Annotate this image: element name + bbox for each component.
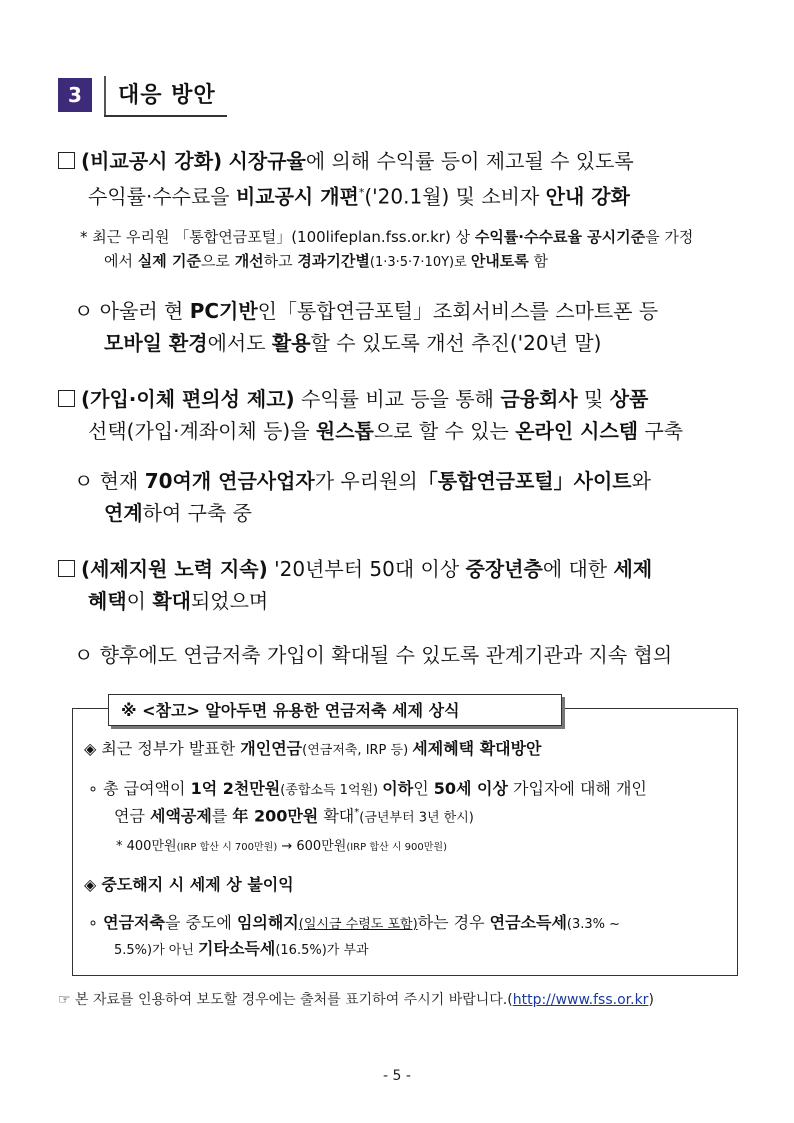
text: 수익률·수수료을 <box>88 184 236 209</box>
text: 가 우리원의 <box>314 469 418 493</box>
emphasis: 활용 <box>271 331 311 355</box>
reference-item-1-note <box>116 838 447 857</box>
emphasis: 안내토록 <box>470 252 529 270</box>
emphasis: 비교공시 개편 <box>235 184 359 209</box>
text: ∘ 총 급여액이 <box>88 779 191 798</box>
text: (3.3% ~ <box>566 917 621 932</box>
text: (IRP 합산 시 700만원) <box>176 842 278 853</box>
emphasis: 혜택 <box>88 589 127 613</box>
footer-text: ) <box>648 992 654 1008</box>
text: 이 <box>126 589 153 613</box>
text: 선택(가입·계좌이체 등)을 <box>88 419 316 443</box>
text: 수익률 비교 등을 통해 <box>294 387 501 411</box>
reference-item-2-line2 <box>114 938 369 960</box>
section-underline <box>104 115 227 117</box>
text: (1·3·5·7·10Y)로 <box>369 255 471 270</box>
text: 구축 <box>638 419 684 443</box>
text: 가입자에 대해 개인 <box>507 779 647 798</box>
reference-item-2-line1 <box>88 912 620 934</box>
emphasis: 시장규율 <box>228 149 306 173</box>
text: (금년부터 3년 한시) <box>359 810 474 826</box>
text: 을 가정 <box>645 228 694 246</box>
text: 을 중도에 <box>164 913 237 932</box>
text: ◈ 최근 정부가 발표한 <box>84 739 241 758</box>
item-c-line2 <box>88 588 268 614</box>
footer-text: ☞ 본 자료를 인용하여 보도할 경우에는 출처를 표기하여 주시기 바랍니다.( <box>58 992 513 1008</box>
text: 할 수 있도록 개선 추진('20년 말) <box>310 331 602 355</box>
emphasis: 연계 <box>104 501 143 525</box>
text: 하여 구축 중 <box>142 501 252 525</box>
text: (일시금 수령도 포함) <box>298 917 418 932</box>
emphasis: 개인연금 <box>240 739 303 758</box>
item-a-sub-line1 <box>74 298 658 324</box>
emphasis: 70여개 연금사업자 <box>144 469 315 493</box>
emphasis: 원스톱 <box>315 419 374 443</box>
item-a-note-line1 <box>80 226 693 248</box>
text: 와 <box>631 469 651 493</box>
heading: (가입·이체 편의성 제고) <box>81 387 295 411</box>
text: 되었으며 <box>190 589 269 613</box>
footer-notice <box>58 990 654 1010</box>
text: ('20.1월) 및 소비자 <box>364 184 546 209</box>
text: 에서도 <box>207 331 272 355</box>
reference-heading-2 <box>84 874 294 896</box>
text: ∘ <box>88 913 104 932</box>
text: '20년부터 50대 이상 <box>267 557 466 581</box>
text: ㅇ 현재 <box>74 469 145 493</box>
item-a-line1 <box>58 148 738 174</box>
section-number: 3 <box>58 78 92 112</box>
reference-item-1-line1 <box>88 778 647 800</box>
text: 하는 경우 <box>417 913 490 932</box>
heading: (비교공시 강화) <box>81 149 223 173</box>
emphasis: 중도해지 시 세제 상 불이익 <box>101 875 294 894</box>
text: → 600만원 <box>277 839 347 854</box>
text: 확대 <box>318 806 355 826</box>
emphasis: 임의해지 <box>236 913 299 932</box>
text: * 400만원 <box>116 839 177 854</box>
emphasis: 「통합연금포털」사이트 <box>417 469 632 493</box>
item-c-line1 <box>58 556 652 582</box>
item-a-sub-line2 <box>104 330 601 356</box>
item-b-line2 <box>88 418 683 444</box>
emphasis: 이하 <box>382 779 414 798</box>
text: * 최근 우리원 「통합연금포털」(100lifeplan.fss.or.kr) 상 <box>80 228 475 246</box>
text: 를 <box>211 806 233 826</box>
page-number: - 5 - <box>383 1068 411 1084</box>
checkbox-square-icon <box>58 390 75 407</box>
text: 하고 <box>263 252 298 270</box>
item-a-line2 <box>88 180 630 210</box>
emphasis: 세제혜택 확대방안 <box>412 739 542 758</box>
item-b-sub-line2 <box>104 500 252 526</box>
emphasis: 수익률·수수료율 공시기준 <box>474 228 646 246</box>
text: 및 <box>577 387 610 411</box>
text: 인「통합연금포털」조회서비스를 스마트폰 등 <box>257 299 659 323</box>
text: (종합소득 1억원) <box>280 783 383 798</box>
text: ◈ <box>84 875 102 894</box>
item-a-note-line2 <box>104 250 548 272</box>
text: 5.5%)가 아닌 <box>114 943 199 958</box>
emphasis: 온라인 시스템 <box>515 419 639 443</box>
emphasis: 안내 강화 <box>545 184 630 209</box>
text: 으로 <box>200 252 235 270</box>
item-c-sub-line1: ㅇ 향후에도 연금저축 가입이 확대될 수 있도록 관계기관과 지속 협의 <box>74 643 673 667</box>
text: (IRP 합산 시 900만원) <box>346 842 447 853</box>
footnote-mark: * <box>358 186 365 199</box>
item-b-line1 <box>58 386 648 412</box>
item-b-sub-line1 <box>74 468 651 494</box>
text: 에 의해 수익률 등이 제고될 수 있도록 <box>305 149 634 173</box>
emphasis: 기타소득세 <box>198 939 276 958</box>
text: (16.5%)가 부과 <box>275 943 369 958</box>
section-title: 대응 방안 <box>118 83 216 108</box>
emphasis: PC기반 <box>189 299 258 323</box>
emphasis: 연금소득세 <box>489 913 567 932</box>
text: 연금 <box>114 806 150 826</box>
emphasis: 금융회사 <box>500 387 578 411</box>
text: 으로 할 수 있는 <box>373 419 516 443</box>
text: (연금저축, IRP 등) <box>302 743 413 758</box>
reference-label: ※ <참고> 알아두면 유용한 연금저축 세제 상식 <box>108 694 562 726</box>
text: 에서 <box>104 252 138 270</box>
reference-item-1-line2 <box>114 802 474 827</box>
emphasis: 모바일 환경 <box>104 331 208 355</box>
emphasis: 실제 기준 <box>137 252 201 270</box>
emphasis: 상품 <box>609 387 649 411</box>
emphasis: 年 200만원 <box>232 806 319 826</box>
text: ㅇ 아울러 현 <box>74 299 190 323</box>
emphasis: 개선 <box>234 252 264 270</box>
emphasis: 확대 <box>152 589 191 613</box>
section-divider <box>104 76 106 116</box>
emphasis: 중장년층 <box>465 557 543 581</box>
checkbox-square-icon <box>58 560 75 577</box>
emphasis: 세제 <box>613 557 653 581</box>
emphasis: 50세 이상 <box>433 779 508 798</box>
emphasis: 경과기간별 <box>297 252 370 270</box>
text: 에 대한 <box>542 557 614 581</box>
emphasis: 1억 2천만원 <box>190 779 281 798</box>
emphasis: 세액공제 <box>150 806 212 826</box>
checkbox-square-icon <box>58 152 75 169</box>
footnote-mark: * <box>354 807 360 818</box>
emphasis: 연금저축 <box>103 913 165 932</box>
heading: (세제지원 노력 지속) <box>81 557 268 581</box>
reference-heading-1 <box>84 738 542 760</box>
text: 함 <box>528 252 549 270</box>
footer-link[interactable]: http://www.fss.or.kr <box>512 992 649 1008</box>
text: 인 <box>413 779 434 798</box>
